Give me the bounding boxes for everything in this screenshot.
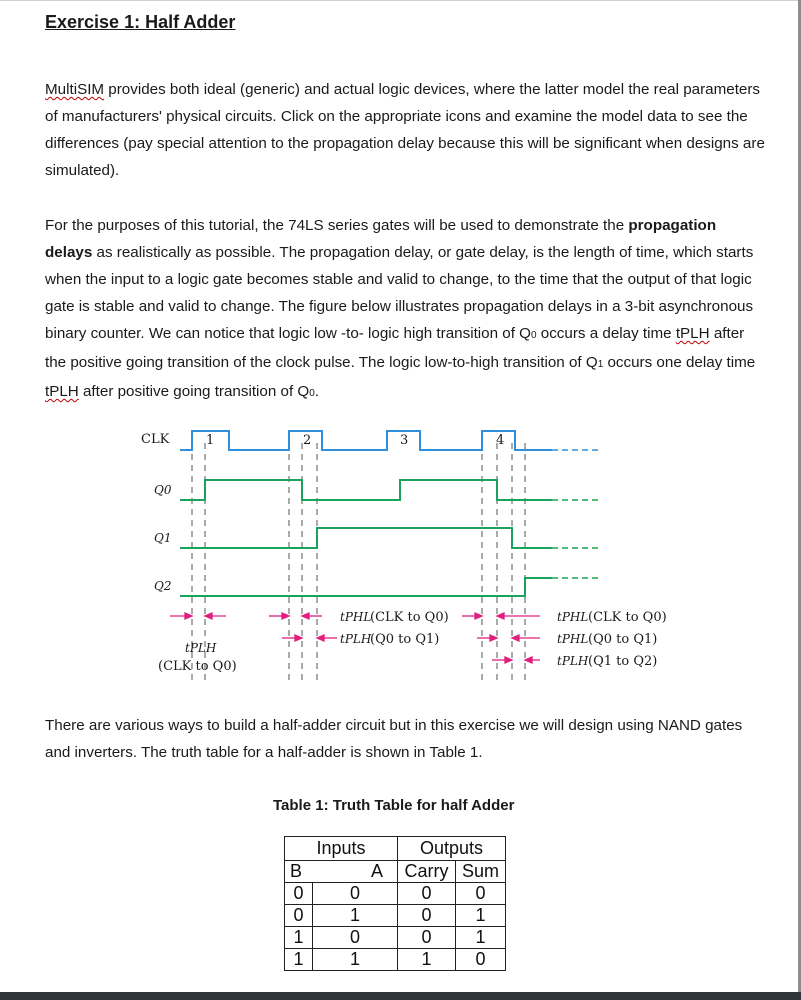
q1-waveform (180, 528, 552, 548)
q0-waveform (180, 480, 552, 500)
q2-waveform (180, 578, 552, 596)
right-delay-desc-3: (Q1 to Q2) (588, 654, 658, 669)
right-delay-desc-1: (CLK to Q0) (588, 610, 667, 625)
cell-a: 0 (313, 883, 398, 905)
cell-a: 1 (313, 905, 398, 927)
cell-b: 1 (285, 949, 313, 971)
p2-q0-subscript: 0 (530, 330, 537, 341)
p2-part5: occurs one delay time (603, 354, 756, 371)
left-delay-label: tPLH (185, 641, 217, 655)
cell-b: 1 (285, 927, 313, 949)
right-delay-desc-2: (Q0 to Q1) (588, 632, 658, 647)
multisim-brand: MultiSIM (45, 81, 105, 98)
p2-part3: occurs a delay time (536, 325, 676, 342)
intro-text: provides both ideal (generic) and actual logic devices, where the latter model the real parameters of manufacturers' physical circuits. Click on the appropriate icons and examine the model data to see the differences (pay special attention to the propagation delay because this will be significant when designs are simulated). (45, 81, 765, 179)
cell-b: 0 (285, 905, 313, 927)
right-delay-label-3: tPLH (557, 654, 589, 668)
col-header-sum: Sum (456, 861, 506, 883)
right-delay-label-1: tPHL (557, 610, 589, 624)
table-row (285, 949, 506, 971)
label-q1: Q1 (154, 531, 172, 545)
col-header-b: B (285, 861, 313, 883)
cell-a: 1 (313, 949, 398, 971)
label-clk: CLK (141, 432, 170, 447)
pulse-number-2: 2 (303, 433, 312, 448)
cell-carry: 0 (398, 927, 456, 949)
intro-paragraph (45, 76, 765, 184)
cell-sum: 0 (456, 883, 506, 905)
p2-bold-term: propagation delays (45, 217, 717, 261)
pulse-number-1: 1 (206, 433, 215, 448)
left-delay-desc: (CLK to Q0) (158, 659, 237, 674)
table-row (285, 883, 506, 905)
p2-tplh-term-1: tPLH (675, 325, 710, 342)
page-top-border (0, 0, 801, 1)
header-inputs: Inputs (285, 837, 398, 861)
table-row (285, 927, 506, 949)
cell-b: 0 (285, 883, 313, 905)
mid-delay-desc-1: (CLK to Q0) (370, 610, 449, 625)
propagation-paragraph (45, 212, 765, 407)
pulse-number-4: 4 (496, 433, 505, 448)
table-group-header-row (285, 837, 506, 861)
cell-carry: 0 (398, 905, 456, 927)
cell-sum: 0 (456, 949, 506, 971)
p2-part7: . (314, 383, 320, 400)
truth-table (284, 836, 506, 971)
col-header-carry: Carry (398, 861, 456, 883)
mid-delay-label-2: tPLH (340, 632, 372, 646)
cell-carry: 1 (398, 949, 456, 971)
cell-sum: 1 (456, 905, 506, 927)
p2-q0-subscript-2: 0 (309, 388, 315, 399)
cell-carry: 0 (398, 883, 456, 905)
mid-delay-label-1: tPHL (340, 610, 372, 624)
p2-part4: after the positive going transition of the clock pulse. The logic low-to-high transition of Q (45, 325, 745, 371)
p2-part1: For the purposes of this tutorial, the 74LS series gates will be used to demonstrate the (45, 217, 629, 234)
header-outputs: Outputs (398, 837, 506, 861)
col-header-a: A (313, 861, 398, 883)
window-bottom-bar (0, 992, 801, 1000)
table-row (285, 905, 506, 927)
label-q2: Q2 (154, 579, 172, 593)
pulse-number-3: 3 (400, 433, 409, 448)
table-caption: Table 1: Truth Table for half Adder (273, 797, 515, 814)
label-q0: Q0 (154, 483, 172, 497)
right-delay-label-2: tPHL (557, 632, 589, 646)
table-column-header-row (285, 861, 506, 883)
half-adder-paragraph: There are various ways to build a half-adder circuit but in this exercise we will design using NAND gates and inverters. The truth table for a half-adder is shown in Table 1. (45, 717, 743, 761)
exercise-heading: Exercise 1: Half Adder (45, 12, 236, 32)
p2-part2: as realistically as possible. The propagation delay, or gate delay, is the length of time, which starts when the input to a logic gate becomes stable and valid to change, to the time that the output of that logic gate is stable and valid to change. The figure below illustrates propagation delays in a 3-bit asynchronous binary counter. We can notice that logic low -to- logic high transition of Q (45, 244, 754, 342)
cell-sum: 1 (456, 927, 506, 949)
p2-q1-subscript: 1 (597, 359, 604, 370)
timing-diagram (130, 418, 670, 680)
mid-delay-desc-2: (Q0 to Q1) (370, 632, 440, 647)
cell-a: 0 (313, 927, 398, 949)
p2-tplh-term-2: tPLH (45, 383, 79, 400)
p2-part6: after positive going transition of Q (78, 383, 310, 400)
